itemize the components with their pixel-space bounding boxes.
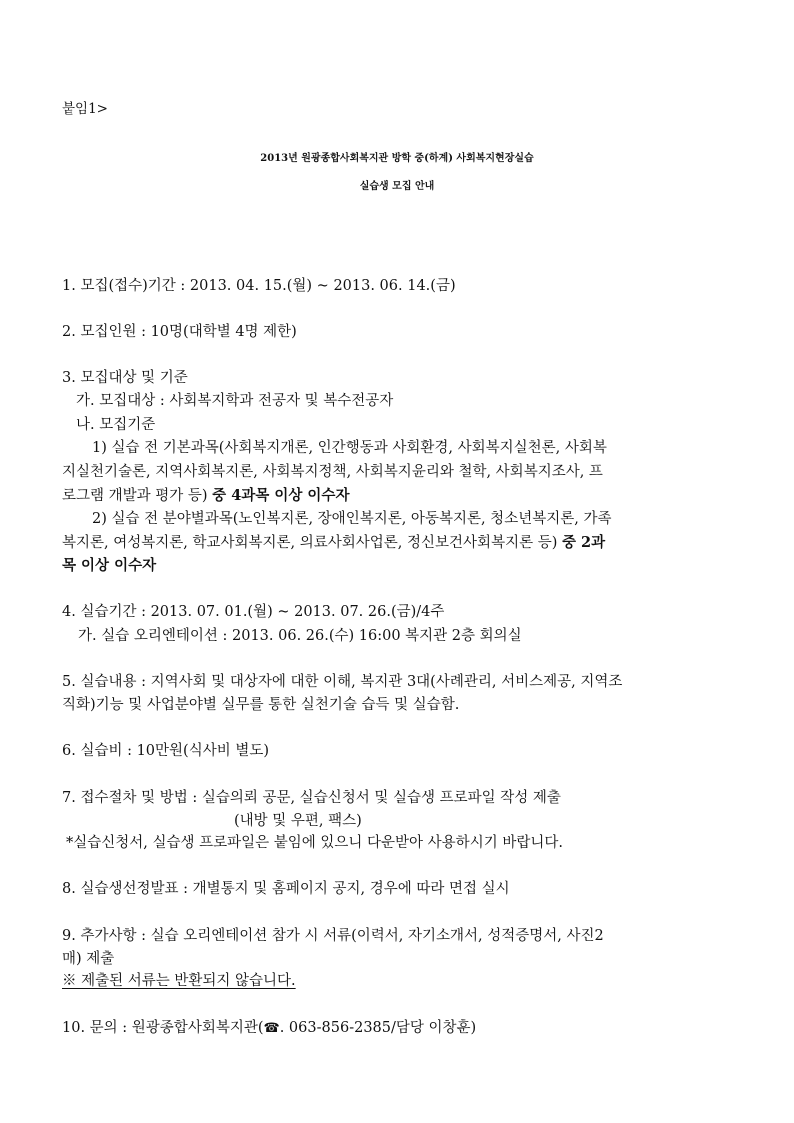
section-3-criteria-2-line2 bbox=[62, 534, 605, 552]
section-3-criteria-2-line3: 목 이상 이수자 bbox=[62, 557, 157, 574]
document-title-line2: 실습생 모집 안내 bbox=[359, 181, 435, 192]
section-10-contact bbox=[62, 1019, 476, 1038]
section-2-recruit-count: 2. 모집인원 : 10명(대학별 4명 제한) bbox=[62, 324, 297, 340]
section-7-procedure-line1: 7. 접수절차 및 방법 : 실습의뢰 공문, 실습신청서 및 실습생 프로파일 작성 제출 bbox=[62, 790, 561, 806]
section-3-criteria-heading: 나. 모집기준 bbox=[76, 417, 156, 433]
document-title-line1: 2013년 원광종합사회복지관 방학 중(하계) 사회복지현장실습 bbox=[260, 153, 534, 164]
contact-suffix: . 063-856-2385/담당 이창훈) bbox=[279, 1020, 477, 1036]
section-6-fee: 6. 실습비 : 10만원(식사비 별도) bbox=[62, 743, 269, 759]
criteria-1-requirement: 중 4과목 이상 이수자 bbox=[212, 487, 350, 504]
section-4-orientation: 가. 실습 오리엔테이션 : 2013. 06. 26.(수) 16:00 복지관 2층 회의실 bbox=[78, 628, 522, 644]
section-3-criteria-2-line1: 2) 실습 전 분야별과목(노인복지론, 장애인복지론, 아동복지론, 청소년복지론, 가족 bbox=[92, 511, 612, 527]
section-7-note: *실습신청서, 실습생 프로파일은 붙임에 있으니 다운받아 사용하시기 바랍니다. bbox=[66, 835, 563, 851]
contact-prefix: 10. 문의 : 원광종합사회복지관( bbox=[62, 1020, 264, 1036]
section-5-content-line2: 직화)기능 및 사업분야별 실무를 통한 실천기술 습득 및 실습함. bbox=[62, 697, 460, 713]
criteria-2-text: 복지론, 여성복지론, 학교사회복지론, 의료사회사업론, 정신보건사회복지론 등) bbox=[62, 535, 562, 551]
section-9-note: ※ 제출된 서류는 반환되지 않습니다. bbox=[62, 973, 296, 989]
section-1-recruit-period: 1. 모집(접수)기간 : 2013. 04. 15.(월) ~ 2013. 06. 14.(금) bbox=[62, 278, 456, 294]
section-9-additional-line2: 매) 제출 bbox=[62, 951, 115, 967]
criteria-1-text: 로그램 개발과 평가 등) bbox=[62, 488, 213, 504]
attachment-label: 붙임1> bbox=[62, 101, 108, 117]
phone-icon: ☎ bbox=[263, 1021, 280, 1036]
section-8-announcement: 8. 실습생선정발표 : 개별통지 및 홈페이지 공지, 경우에 따라 면접 실시 bbox=[62, 881, 510, 897]
section-3-heading: 3. 모집대상 및 기준 bbox=[62, 370, 188, 386]
section-3-criteria-1-line2: 지실천기술론, 지역사회복지론, 사회복지정책, 사회복지윤리와 철학, 사회복지조사, 프 bbox=[62, 464, 603, 480]
section-3-criteria-1-line1: 1) 실습 전 기본과목(사회복지개론, 인간행동과 사회환경, 사회복지실천론, 사회복 bbox=[92, 440, 607, 456]
section-4-practice-period: 4. 실습기간 : 2013. 07. 01.(월) ~ 2013. 07. 26.(금)/4주 bbox=[62, 604, 445, 620]
section-9-additional-line1: 9. 추가사항 : 실습 오리엔테이션 참가 시 서류(이력서, 자기소개서, 성적증명서, 사진2 bbox=[62, 928, 604, 944]
section-3-criteria-1-line3 bbox=[62, 487, 349, 505]
criteria-2-requirement: 중 2과 bbox=[561, 534, 606, 551]
section-5-content-line1: 5. 실습내용 : 지역사회 및 대상자에 대한 이해, 복지관 3대(사례관리, 서비스제공, 지역조 bbox=[62, 674, 623, 690]
section-7-procedure-line2: (내방 및 우편, 팩스) bbox=[234, 813, 362, 829]
section-3-target: 가. 모집대상 : 사회복지학과 전공자 및 복수전공자 bbox=[76, 393, 394, 409]
